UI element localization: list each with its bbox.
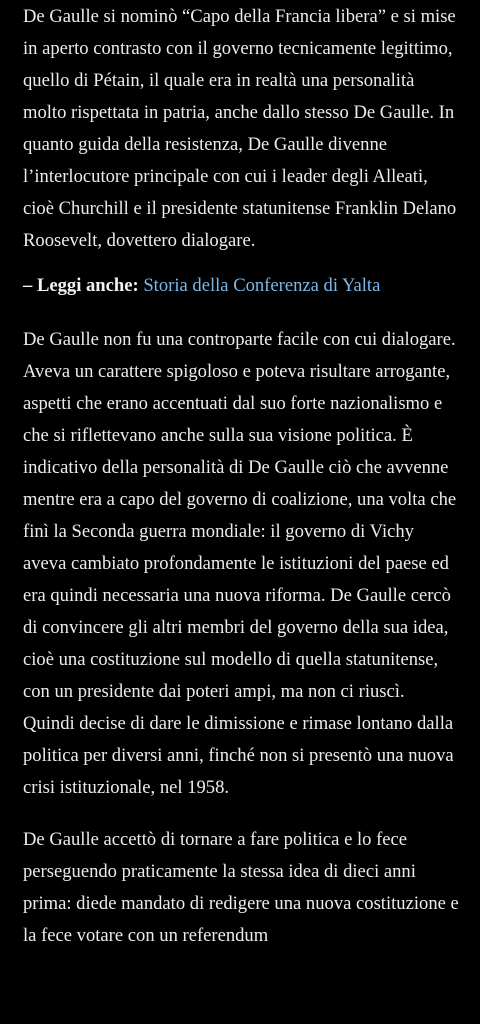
read-also-link[interactable]: Storia della Conferenza di Yalta bbox=[143, 275, 381, 296]
read-also-prefix: – Leggi anche: bbox=[23, 275, 139, 296]
read-also-line bbox=[23, 270, 460, 302]
article-paragraph-3: De Gaulle accettò di tornare a fare politica e lo fece perseguendo praticamente la stessa idea di dieci anni prima: diede mandato di redigere una nuova costituzione e la fece votare con un referendum bbox=[23, 829, 459, 946]
article-paragraph-2: De Gaulle non fu una controparte facile con cui dialogare. Aveva un carattere spigoloso e poteva risultare arrogante, aspetti che erano accentuati dal suo forte nazionalismo e che si riflettevano anche sulla sua visione politica. È indicativo della personalità di De Gaulle ciò che avvenne mentre era a capo del governo di coalizione, una volta che finì la Seconda guerra mondiale: il governo di Vichy aveva cambiato profondamente le istituzioni del paese ed era quindi necessaria una nuova riforma. De Gaulle cercò di convincere gli altri membri del governo della sua idea, cioè una costituzione sul modello di quella statunitense, con un presidente dai poteri ampi, ma non ci riuscì. Quindi decise di dare le dimissione e rimase lontano dalla politica per diversi anni, finché non si presentò una nuova crisi istituzionale, nel 1958. bbox=[23, 329, 457, 798]
article-paragraph-1: De Gaulle si nominò “Capo della Francia libera” e si mise in aperto contrasto con il governo tecnicamente legittimo, quello di Pétain, il quale era in realtà una personalità molto rispettata in patria, anche dallo stesso De Gaulle. In quanto guida della resistenza, De Gaulle divenne l’interlocutore principale con cui i leader degli Alleati, cioè Churchill e il presidente statunitense Franklin Delano Roosevelt, dovettero dialogare. bbox=[23, 6, 457, 251]
